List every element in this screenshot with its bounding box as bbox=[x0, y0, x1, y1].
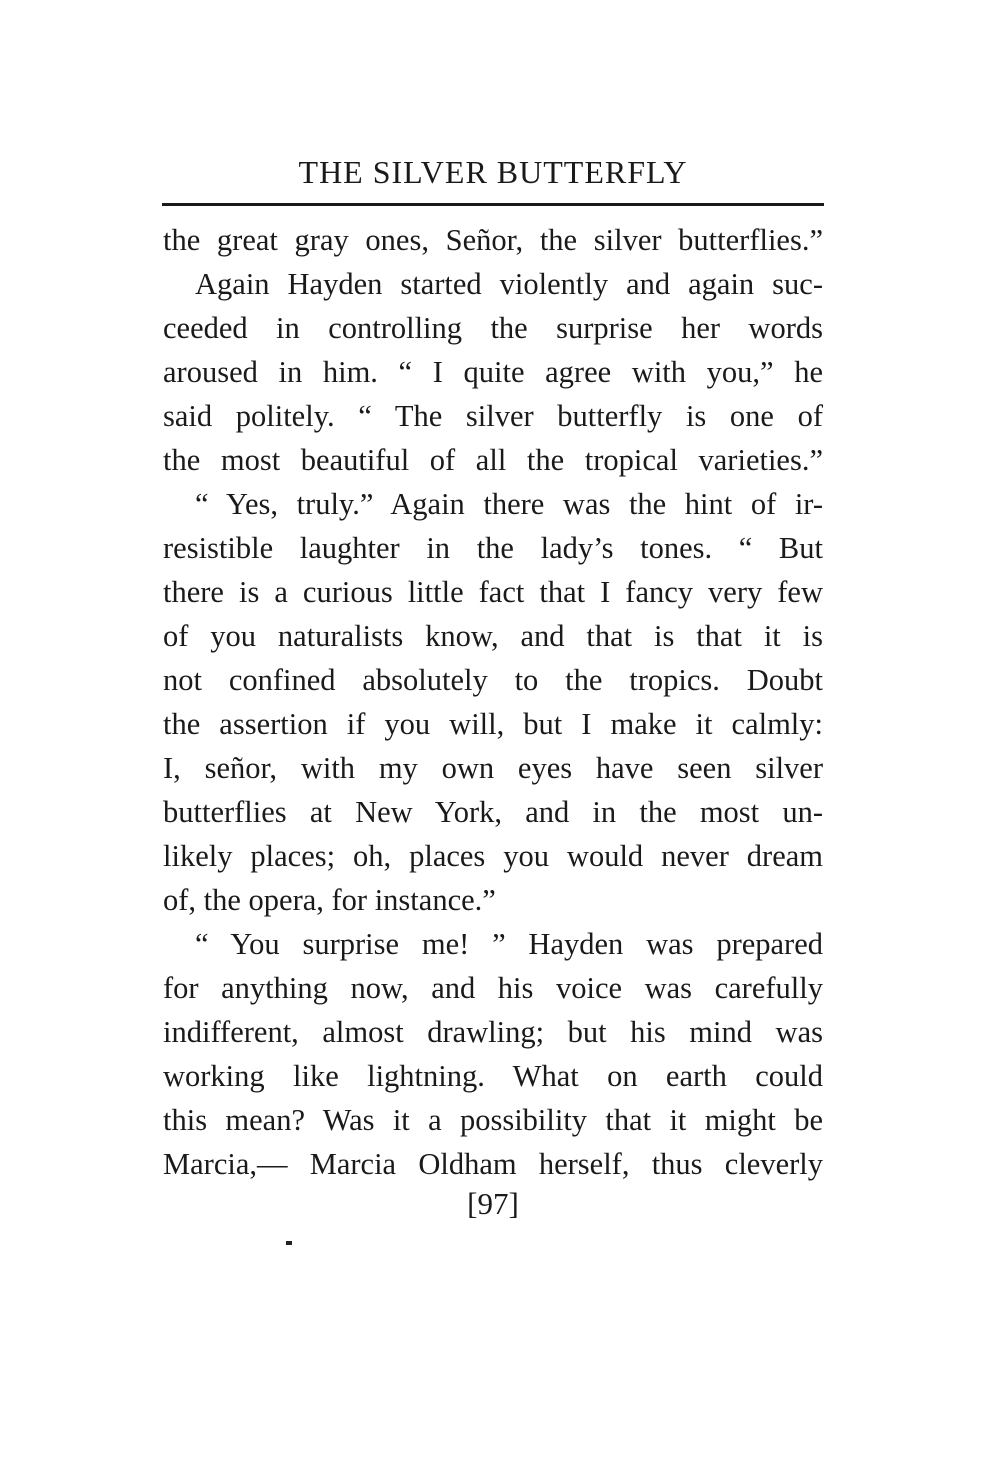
text-line: I, señor, with my own eyes have seen silver bbox=[163, 751, 823, 785]
header-rule bbox=[162, 203, 824, 206]
text-line: the great gray ones, Señor, the silver butterflies.” bbox=[163, 223, 823, 257]
text-line: the most beautiful of all the tropical varieties.” bbox=[163, 443, 823, 477]
text-line: ceeded in controlling the surprise her words bbox=[163, 311, 823, 345]
ink-speck bbox=[286, 1241, 292, 1245]
text-line: likely places; oh, places you would never dream bbox=[163, 839, 823, 873]
text-line: for anything now, and his voice was carefully bbox=[163, 971, 823, 1005]
text-line: “ You surprise me! ” Hayden was prepared bbox=[195, 927, 823, 961]
text-line: there is a curious little fact that I fancy very few bbox=[163, 575, 823, 609]
page-number: [97] bbox=[467, 1186, 519, 1221]
text-line: said politely. “ The silver butterfly is one of bbox=[163, 399, 823, 433]
text-line: of you naturalists know, and that is that it is bbox=[163, 619, 823, 653]
text-line: resistible laughter in the lady’s tones. “ But bbox=[163, 531, 823, 565]
text-line: indifferent, almost drawling; but his mind was bbox=[163, 1015, 823, 1049]
text-line: Again Hayden started violently and again suc- bbox=[195, 267, 823, 301]
text-line: “ Yes, truly.” Again there was the hint of ir- bbox=[195, 487, 823, 521]
text-line: Marcia,— Marcia Oldham herself, thus cleverly bbox=[163, 1147, 823, 1181]
text-line: butterflies at New York, and in the most un- bbox=[163, 795, 823, 829]
text-line: the assertion if you will, but I make it calmly: bbox=[163, 707, 823, 741]
text-line: aroused in him. “ I quite agree with you,” he bbox=[163, 355, 823, 389]
text-line: this mean? Was it a possibility that it might be bbox=[163, 1103, 823, 1137]
text-line: working like lightning. What on earth could bbox=[163, 1059, 823, 1093]
running-title: THE SILVER BUTTERFLY bbox=[298, 154, 688, 190]
text-line: not confined absolutely to the tropics. Doubt bbox=[163, 663, 823, 697]
text-line: of, the opera, for instance.” bbox=[163, 883, 496, 917]
